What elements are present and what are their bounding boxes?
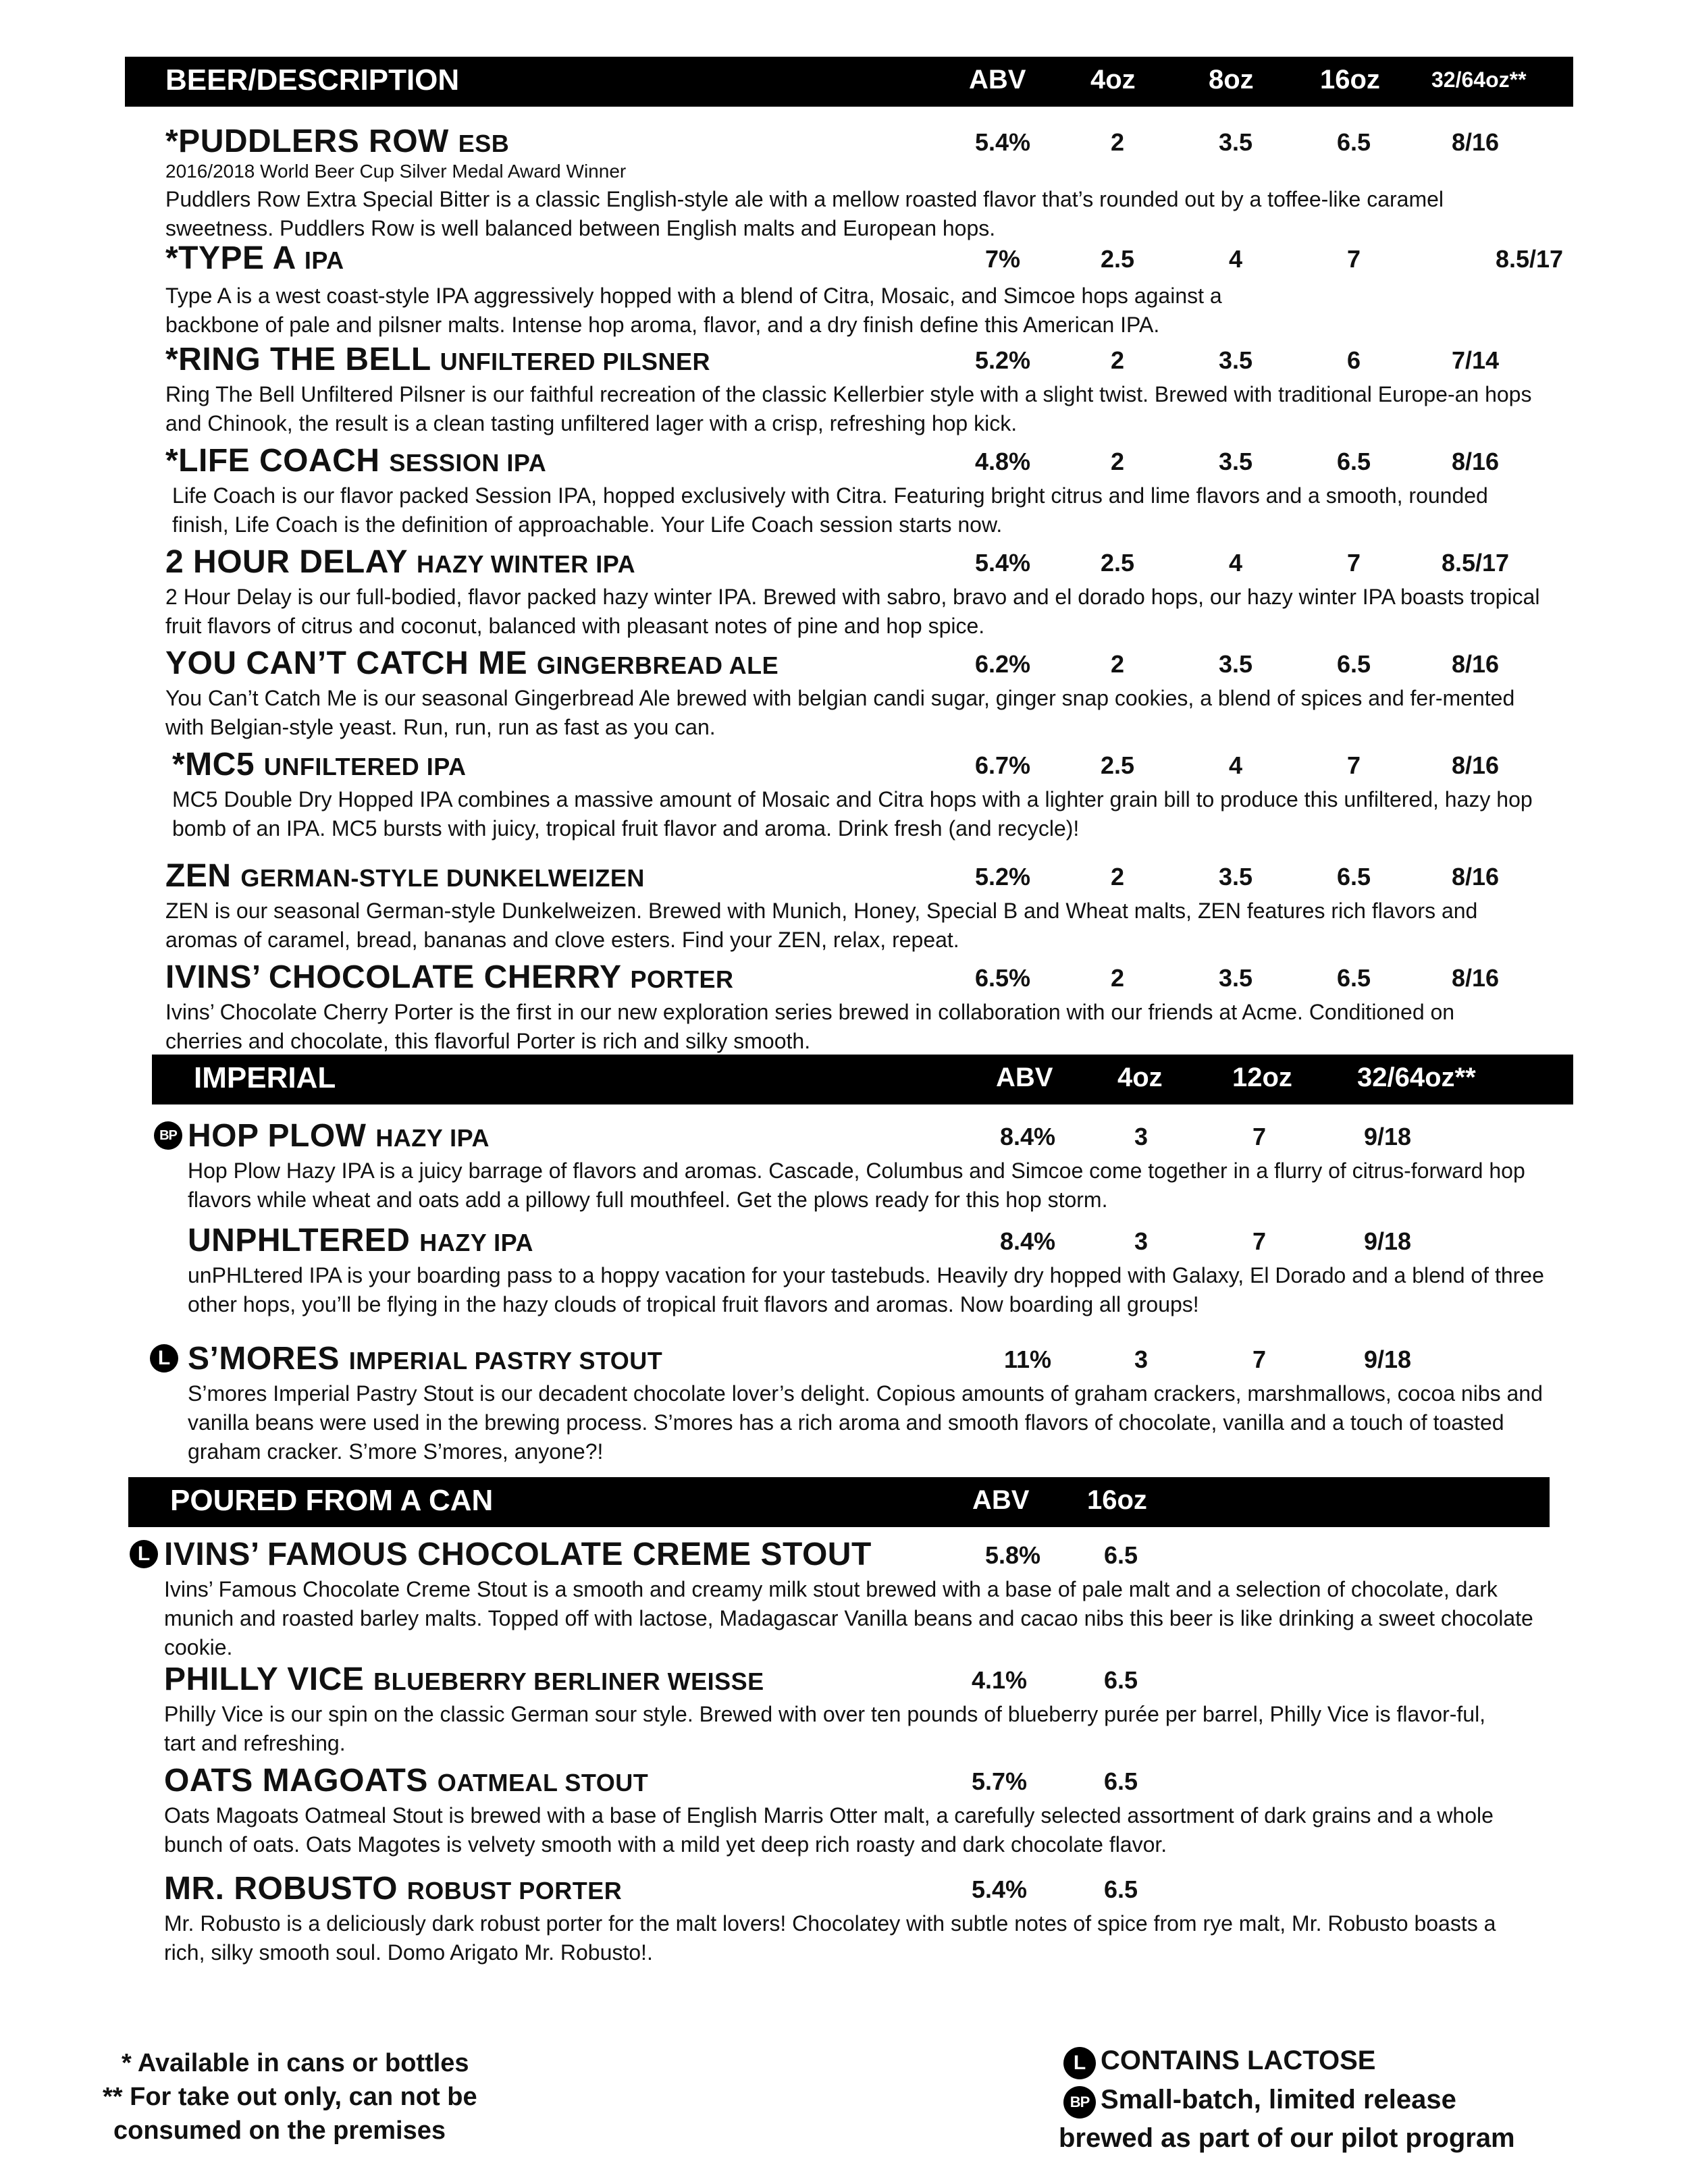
price-growler: 9/18 [1363,1346,1412,1373]
col-16oz: 16oz [1087,1485,1147,1515]
beer-description: Hop Plow Hazy IPA is a juicy barrage of flavors and aromas. Cascade, Columbus and Simcoe come together in a flurry of citrus-forward hop flavors while wheat and oats add a pillowy full mouthfeel. Get the plows ready for this hop storm. [188,1158,1525,1212]
abv: 5.4% [971,1875,1028,1903]
beer-style: HAZY IPA [419,1229,533,1256]
beer-name: 2 HOUR DELAY HAZY WINTER IPA [165,544,636,580]
beer-description: ZEN is our seasonal German-style Dunkelweizen. Brewed with Munich, Honey, Special B and Wheat malts, ZEN features rich flavors and aromas of caramel, bread, bananas and clove esters. Find your ZEN, relax, repeat. [165,899,1478,952]
price-4oz: 3 [1134,1227,1149,1255]
price-growler: 8/16 [1451,448,1500,475]
col-abv: ABV [969,65,1026,95]
beer-style: UNFILTERED IPA [263,753,467,780]
section-title: IMPERIAL [194,1061,336,1094]
price-12oz: 7 [1252,1227,1267,1255]
lactose-legend-icon: L [1063,2047,1096,2079]
price-16oz: 7 [1346,751,1361,779]
price-8oz: 4 [1228,751,1243,779]
price-16oz: 6.5 [1336,448,1371,475]
beer-name: *PUDDLERS ROW ESB [165,124,510,159]
price-8oz: 3.5 [1218,448,1253,475]
price-16oz: 6.5 [1103,1666,1138,1694]
pilot-legend-text: Small-batch, limited release [1101,2085,1456,2114]
can-header [128,1477,1550,1527]
price-growler: 9/18 [1363,1227,1412,1255]
beer-description: Mr. Robusto is a deliciously dark robust porter for the malt lovers! Chocolatey with subtle notes of spice from rye malt, Mr. Robusto boasts a rich, silky smooth soul. Domo Arigato Mr. Robusto!. [164,1911,1496,1965]
award-note: 2016/2018 World Beer Cup Silver Medal Award Winner [165,161,627,182]
pilot-batch-icon: BP [154,1121,182,1150]
price-growler: 7/14 [1451,346,1500,374]
beer-style: HAZY IPA [375,1124,490,1152]
abv: 4.1% [971,1666,1028,1694]
price-growler: 8/16 [1451,751,1500,779]
col-growler: 32/64oz** [1357,1063,1476,1092]
price-16oz: 6.5 [1336,863,1371,890]
abv: 5.7% [971,1767,1028,1795]
footnote-takeout: ** For take out only, can not be [103,2083,477,2111]
price-16oz: 6.5 [1103,1541,1138,1569]
beer-style: GINGERBREAD ALE [536,651,779,679]
beer-name: OATS MAGOATS OATMEAL STOUT [164,1763,649,1799]
beer-description: MC5 Double Dry Hopped IPA combines a massive amount of Mosaic and Citra hops with a lighter grain bill to produce this unfiltered, hazy hop bomb of an IPA. MC5 bursts with juicy, tropical fruit flavor and aroma. Drink fresh (and recycle)! [172,787,1533,841]
beer-style: IMPERIAL PASTRY STOUT [348,1347,663,1375]
price-4oz: 3 [1134,1346,1149,1373]
col-growler: 32/64oz** [1431,68,1527,92]
col-4oz: 4oz [1090,65,1136,95]
abv: 6.2% [974,650,1031,678]
abv: 6.7% [974,751,1031,779]
beer-description: Philly Vice is our spin on the classic German sour style. Brewed with over ten pounds of blueberry purée per barrel, Philly Vice is flavor-ful, tart and refreshing. [164,1702,1486,1755]
section-title: POURED FROM A CAN [170,1484,494,1517]
abv: 11% [1003,1346,1052,1373]
price-16oz: 6.5 [1103,1767,1138,1795]
beer-name: *MC5 UNFILTERED IPA [172,747,467,782]
beer-description: Ring The Bell Unfiltered Pilsner is our faithful recreation of the classic Kellerbier style with a slight twist. Brewed with traditional Europe-an hops and Chinook, the result is a clean tasting unfiltered lager with a crisp, refreshing hop kick. [165,382,1532,435]
price-16oz: 6.5 [1336,650,1371,678]
beer-style: ROBUST PORTER [406,1877,623,1905]
tap-list-header [125,57,1573,107]
price-4oz: 2 [1110,964,1125,992]
beer-name: *LIFE COACH SESSION IPA [165,443,547,479]
abv: 5.2% [974,863,1031,890]
beer-description: 2 Hour Delay is our full-bodied, flavor packed hazy winter IPA. Brewed with sabro, bravo and el dorado hops, our hazy winter IPA boasts tropical fruit flavors of citrus and coconut, balanced with pleasant notes of pine and hop spice. [165,585,1540,638]
abv: 6.5% [974,964,1031,992]
price-4oz: 2 [1110,346,1125,374]
beer-style: PORTER [630,965,734,993]
price-8oz: 3.5 [1218,863,1253,890]
section-title: BEER/DESCRIPTION [165,63,460,97]
price-growler: 8/16 [1451,650,1500,678]
price-12oz: 7 [1252,1123,1267,1150]
beer-style: OATMEAL STOUT [437,1769,649,1796]
price-4oz: 2.5 [1100,245,1135,273]
col-8oz: 8oz [1209,65,1254,95]
footnote-cans: * Available in cans or bottles [122,2049,469,2077]
price-4oz: 2 [1110,650,1125,678]
beer-name: UNPHLTERED HAZY IPA [188,1223,533,1258]
price-16oz: 6.5 [1336,964,1371,992]
pilot-legend-icon: BP [1063,2086,1096,2119]
beer-style: GERMAN-STYLE DUNKELWEIZEN [240,864,645,892]
col-12oz: 12oz [1232,1063,1292,1092]
beer-name: PHILLY VICE BLUEBERRY BERLINER WEISSE [164,1661,764,1697]
beer-style: ESB [458,130,510,157]
price-16oz: 6.5 [1336,128,1371,156]
beer-description: Ivins’ Famous Chocolate Creme Stout is a smooth and creamy milk stout brewed with a base of pale malt and a selection of chocolate, dark munich and roasted barley malts. Topped off with lactose, Madagascar Vanilla beans and cacao nibs this beer is like drinking a sweet chocolate cookie. [164,1577,1533,1659]
price-growler: 8.5/17 [1495,245,1564,273]
price-12oz: 7 [1252,1346,1267,1373]
price-8oz: 3.5 [1218,128,1253,156]
beer-style: BLUEBERRY BERLINER WEISSE [373,1668,764,1695]
beer-name: HOP PLOW HAZY IPA [188,1118,490,1154]
price-4oz: 2.5 [1100,549,1135,577]
price-8oz: 3.5 [1218,964,1253,992]
price-growler: 9/18 [1363,1123,1412,1150]
lactose-icon: L [130,1540,158,1568]
beer-style: UNFILTERED PILSNER [440,348,710,375]
price-growler: 8/16 [1451,863,1500,890]
beer-description: You Can’t Catch Me is our seasonal Gingerbread Ale brewed with belgian candi sugar, ginger snap cookies, a blend of spices and fer-mented with Belgian-style yeast. Run, run, run as fast as you can. [165,686,1515,739]
beer-style: IPA [304,246,344,274]
abv: 8.4% [999,1123,1056,1150]
beer-description: Puddlers Row Extra Special Bitter is a classic English-style ale with a mellow roasted flavor that’s rounded out by a toffee-like caramel sweetness. Puddlers Row is well balanced between English malts and European hops. [165,187,1444,240]
col-abv: ABV [996,1063,1053,1092]
beer-name: *TYPE A IPA [165,240,344,276]
beer-name: S’MORES IMPERIAL PASTRY STOUT [188,1341,663,1377]
abv: 7% [984,245,1021,273]
price-8oz: 4 [1228,549,1243,577]
abv: 4.8% [974,448,1031,475]
price-growler: 8/16 [1451,128,1500,156]
price-growler: 8.5/17 [1441,549,1510,577]
lactose-legend-text: CONTAINS LACTOSE [1101,2046,1376,2075]
beer-description: Type A is a west coast-style IPA aggressively hopped with a blend of Citra, Mosaic, and Simcoe hops against a backbone of pale and pilsner malts. Intense hop aroma, flavor, and a dry finish define this American IPA. [165,284,1222,337]
abv: 5.2% [974,346,1031,374]
price-8oz: 4 [1228,245,1243,273]
price-4oz: 2.5 [1100,751,1135,779]
beer-name: MR. ROBUSTO ROBUST PORTER [164,1871,623,1907]
price-8oz: 3.5 [1218,650,1253,678]
price-16oz: 6.5 [1103,1875,1138,1903]
price-growler: 8/16 [1451,964,1500,992]
beer-style: HAZY WINTER IPA [416,550,636,578]
beer-style: SESSION IPA [389,449,547,477]
beer-name: IVINS’ CHOCOLATE CHERRY PORTER [165,959,734,995]
price-4oz: 3 [1134,1123,1149,1150]
abv: 5.8% [984,1541,1041,1569]
footnote-premises: consumed on the premises [113,2116,446,2145]
price-4oz: 2 [1110,863,1125,890]
beer-description: S’mores Imperial Pastry Stout is our decadent chocolate lover’s delight. Copious amounts of graham crackers, marshmallows, cocoa nibs and vanilla beans were used in the brewing process. S’mores has a rich aroma and smooth flavors of chocolate, vanilla and a touch of toasted graham cracker. S’more S’mores, anyone?! [188,1381,1543,1464]
price-4oz: 2 [1110,128,1125,156]
beer-name: *RING THE BELL UNFILTERED PILSNER [165,342,710,377]
price-4oz: 2 [1110,448,1125,475]
beer-description: unPHLtered IPA is your boarding pass to a hoppy vacation for your tastebuds. Heavily dry hopped with Galaxy, El Dorado and a blend of three other hops, you’ll be flying in the hazy clouds of tropical fruit flavors and aromas. Now boarding all groups! [188,1263,1544,1316]
price-8oz: 3.5 [1218,346,1253,374]
abv: 8.4% [999,1227,1056,1255]
beer-description: Ivins’ Chocolate Cherry Porter is the first in our new exploration series brewed in collaboration with our friends at Acme. Conditioned on cherries and chocolate, this flavorful Porter is rich and silky smooth. [165,1000,1455,1053]
beer-description: Life Coach is our flavor packed Session IPA, hopped exclusively with Citra. Featuring bright citrus and lime flavors and a smooth, rounded finish, Life Coach is the definition of approachable. Your Life Coach session starts now. [172,483,1488,537]
beer-name: IVINS’ FAMOUS CHOCOLATE CREME STOUT [164,1537,872,1572]
col-abv: ABV [972,1485,1030,1515]
beer-description: Oats Magoats Oatmeal Stout is brewed with a base of English Marris Otter malt, a carefully selected assortment of dark grains and a whole bunch of oats. Oats Magotes is velvety smooth with a mild yet deep rich roasty and dark chocolate flavor. [164,1803,1494,1857]
beer-name: YOU CAN’T CATCH ME GINGERBREAD ALE [165,645,779,681]
imperial-header [152,1055,1573,1104]
col-16oz: 16oz [1320,65,1380,95]
price-16oz: 7 [1346,549,1361,577]
abv: 5.4% [974,128,1031,156]
price-16oz: 7 [1346,245,1361,273]
price-16oz: 6 [1346,346,1361,374]
lactose-icon: L [150,1344,178,1373]
pilot-legend-text-2: brewed as part of our pilot program [1059,2123,1515,2153]
abv: 5.4% [974,549,1031,577]
col-4oz: 4oz [1117,1063,1163,1092]
beer-name: ZEN GERMAN-STYLE DUNKELWEIZEN [165,858,645,894]
